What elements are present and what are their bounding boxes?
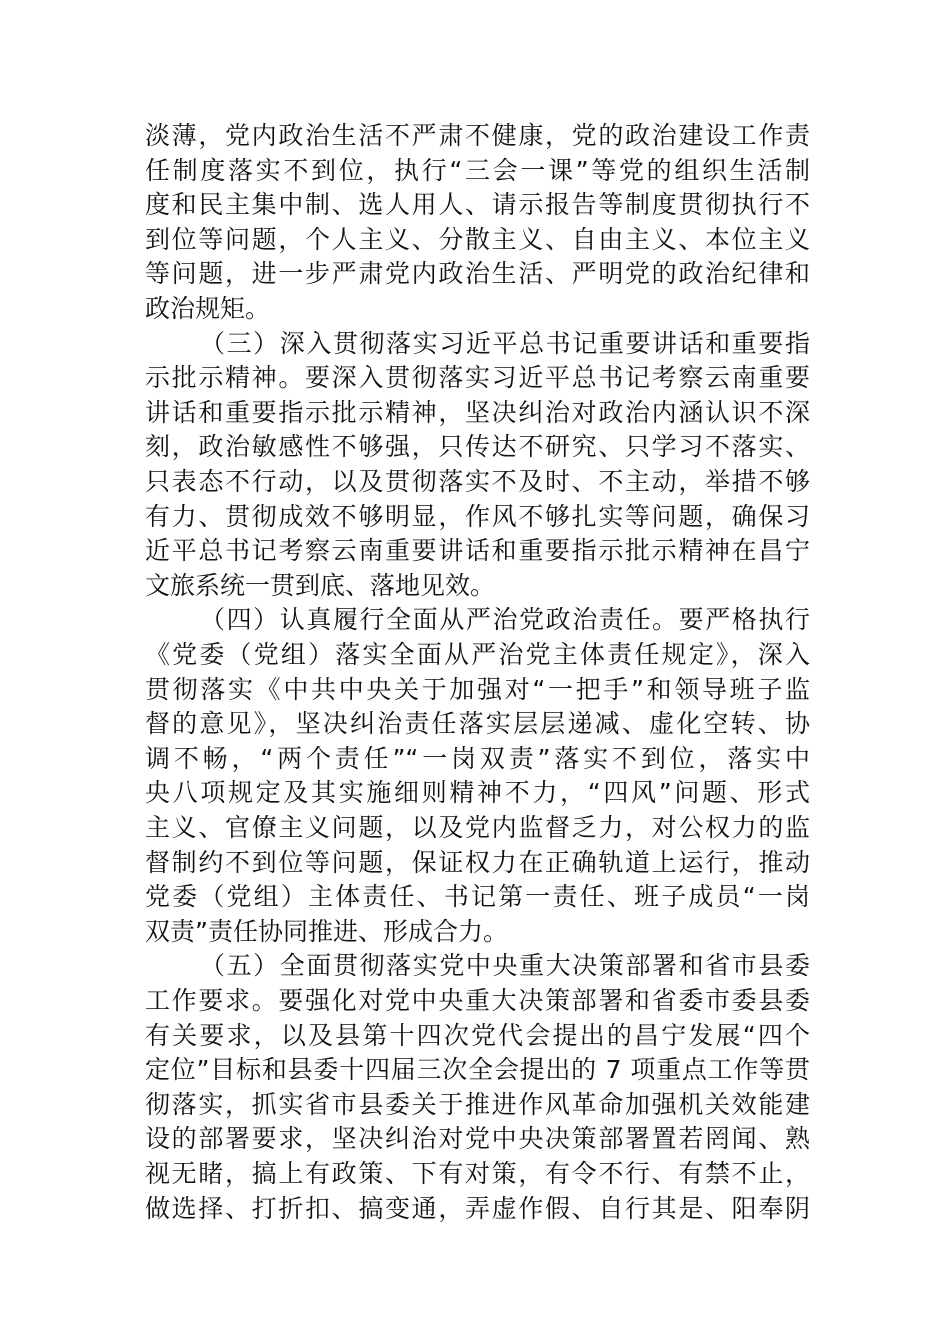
text-line: 等问题，进一步严肃党内政治生活、严明党的政治纪律和 <box>145 259 810 289</box>
text-line: 刻，政治敏感性不够强，只传达不研究、只学习不落实、 <box>145 432 810 462</box>
text-line: 调不畅，“两个责任”“一岗双责”落实不到位，落实中 <box>145 743 810 773</box>
text-line: 度和民主集中制、选人用人、请示报告等制度贯彻执行不 <box>145 190 810 220</box>
text-line: 设的部署要求，坚决纠治对党中央决策部署置若罔闻、熟 <box>145 1124 810 1154</box>
text-line: 到位等问题，个人主义、分散主义、自由主义、本位主义 <box>145 224 810 254</box>
text-line: 定位”目标和县委十四届三次全会提出的 7 项重点工作等贯 <box>145 1055 810 1085</box>
text-line: 视无睹，搞上有政策、下有对策，有令不行、有禁不止， <box>145 1159 810 1188</box>
paragraph-first-line: （四）认真履行全面从严治党政治责任。要严格执行 <box>200 605 810 635</box>
text-line: 有力、贯彻成效不够明显，作风不够扎实等问题，确保习 <box>145 501 810 531</box>
text-line: 示批示精神。要深入贯彻落实习近平总书记考察云南重要 <box>145 363 810 393</box>
text-line: 讲话和重要指示批示精神，坚决纠治对政治内涵认识不深 <box>145 397 810 427</box>
text-line: 督的意见》，坚决纠治责任落实层层递减、虚化空转、协 <box>145 709 810 739</box>
text-line: 近平总书记考察云南重要讲话和重要指示批示精神在昌宁 <box>145 536 810 566</box>
text-line: 文旅系统一贯到底、落地见效。 <box>145 570 496 600</box>
text-line: 只表态不行动，以及贯彻落实不及时、不主动，举措不够 <box>145 467 810 496</box>
paragraph-first-line: （五）全面贯彻落实党中央重大决策部署和省市县委 <box>200 951 810 981</box>
text-line: 双责”责任协同推进、形成合力。 <box>145 916 508 946</box>
text-line: 有关要求，以及县第十四次党代会提出的昌宁发展“四个 <box>145 1020 810 1050</box>
text-line: 贯彻落实《中共中央关于加强对“一把手”和领导班子监 <box>145 674 810 704</box>
text-line: 工作要求。要强化对党中央重大决策部署和省委市委县委 <box>145 986 810 1015</box>
text-line: 淡薄，党内政治生活不严肃不健康，党的政治建设工作责 <box>145 121 810 150</box>
paragraph-first-line: （三）深入贯彻落实习近平总书记重要讲话和重要指 <box>200 328 810 358</box>
text-line: 党委（党组）主体责任、书记第一责任、班子成员“一岗 <box>145 882 810 912</box>
text-line: 《党委（党组）落实全面从严治党主体责任规定》，深入 <box>145 640 810 669</box>
text-line: 任制度落实不到位，执行“三会一课”等党的组织生活制 <box>145 155 810 185</box>
text-line: 做选择、打折扣、搞变通，弄虚作假、自行其是、阳奉阴 <box>145 1193 810 1223</box>
text-line: 主义、官僚主义问题，以及党内监督乏力，对公权力的监 <box>145 813 810 842</box>
text-line: 央八项规定及其实施细则精神不力，“四风”问题、形式 <box>145 778 810 808</box>
text-line: 政治规矩。 <box>145 294 271 323</box>
text-line: 督制约不到位等问题，保证权力在正确轨道上运行，推动 <box>145 847 810 877</box>
text-line: 彻落实，抓实省市县委关于推进作风革命加强机关效能建 <box>145 1089 810 1119</box>
